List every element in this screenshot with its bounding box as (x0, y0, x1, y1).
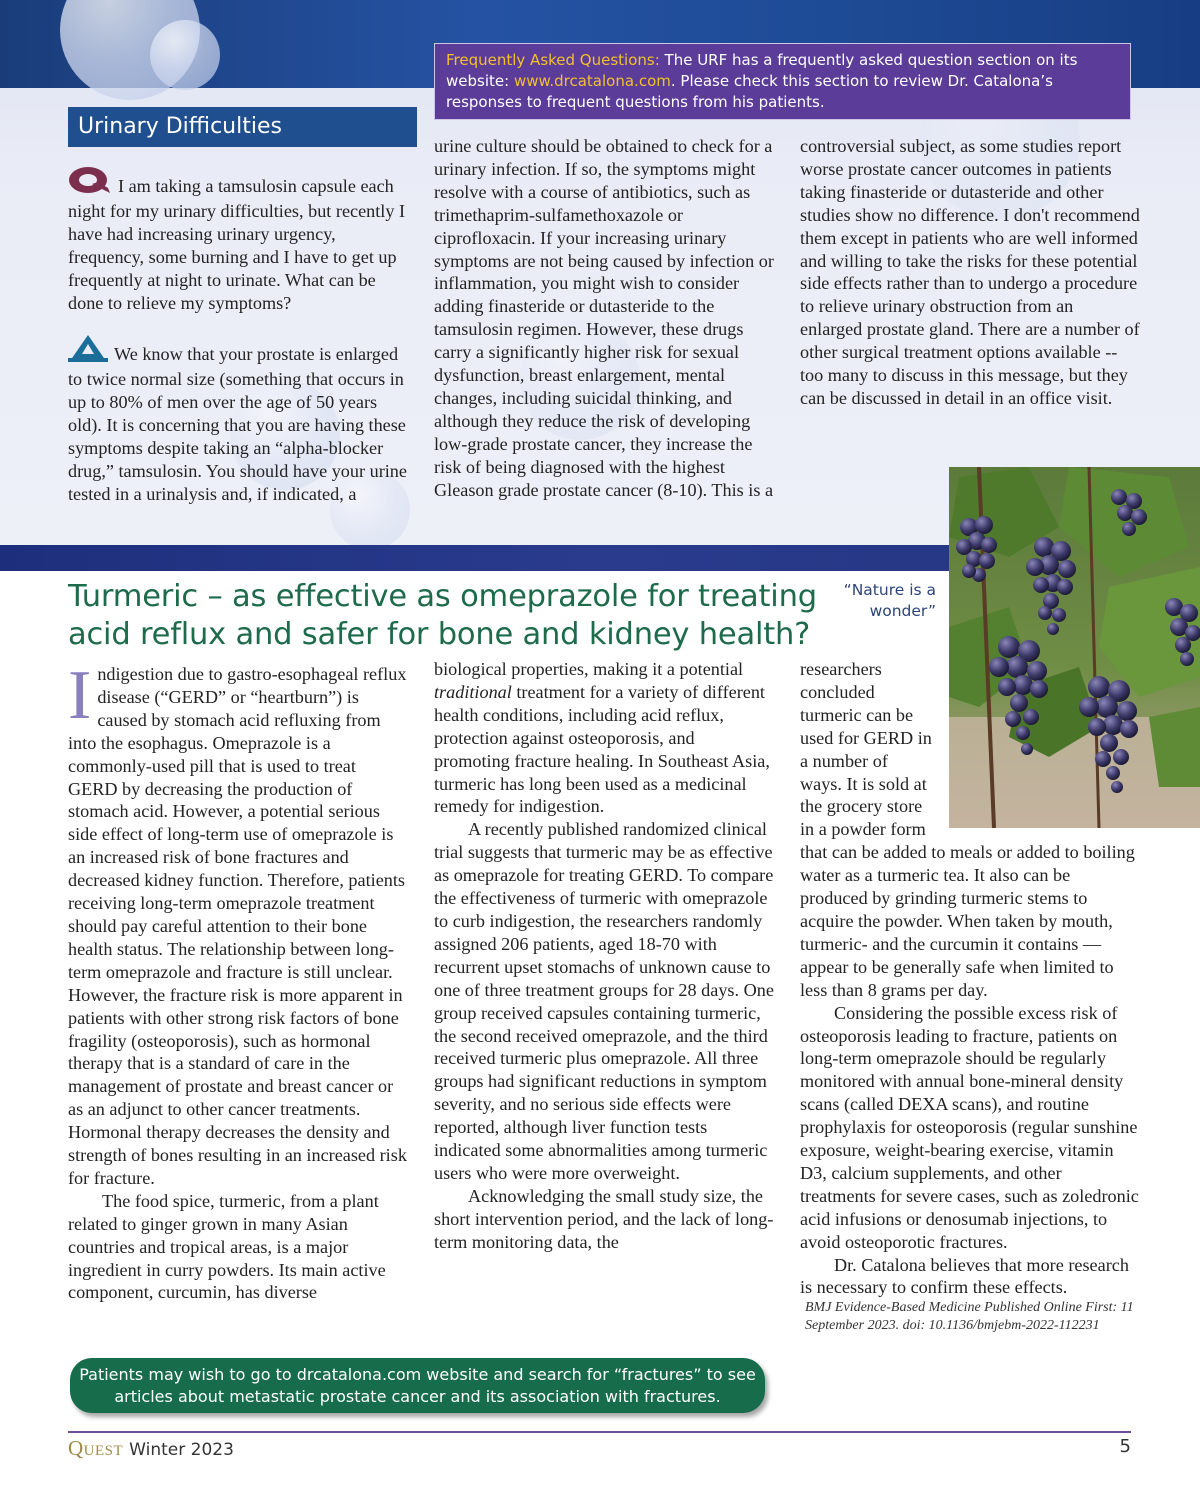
article-paragraph: Acknowledging the small study size, the short intervention period, and the lack of long-term monitoring data, the (434, 1185, 774, 1252)
article-paragraph: Dr. Catalona believes that more research is necessary to confirm these effects. (800, 1254, 1129, 1298)
article-paragraph (68, 657, 408, 1190)
urinary-column-2 (434, 135, 774, 502)
faq-text-after: . Please check this section to review Dr. Catalona’s responses to frequent questions from his patients. (446, 72, 1053, 111)
faq-notice-box (434, 43, 1131, 120)
answer-mark-letter: A (87, 354, 89, 356)
article-paragraph: The food spice, turmeric, from a plant related to ginger grown in many Asian countries and tropical areas, is a major ingredient in curry powders. Its main active component, curcumin, has diverse (68, 1190, 386, 1303)
article-paragraph: Considering the possible excess risk of osteoporosis leading to fracture, patients on long-term omeprazole should be regularly monitored with annual bone-mineral density scans (called DEXA scans), and routine prophylaxis for osteoporosis (regular sunshine exposure, weight-bearing exercise, vitamin D3, calcium supplements, and other treatments for severe cases, such as zoledronic acid infusions or denosumab injections, to avoid osteoporotic fractures. (800, 1002, 1139, 1252)
article-narrow-text (800, 658, 1140, 841)
drop-cap: I (68, 657, 92, 734)
article-narrow-line: the grocery store (800, 796, 923, 817)
article-paragraph (434, 658, 774, 818)
section-heading-urinary: Urinary Difficulties (68, 107, 417, 147)
footer-rule (68, 1431, 1131, 1433)
decorative-bubble (150, 20, 220, 90)
pull-quote: “Nature is a wonder” (843, 581, 936, 620)
article-column-3 (800, 658, 1140, 1335)
article-paragraph: A recently published randomized clinical trial suggests that turmeric may be as effective as omeprazole for treating GERD. To compare the effectiveness of turmeric with omeprazole to curb indigestion, the researchers randomly assigned 206 patients, aged 18-70 with recurrent upset stomachs of unknown cause to one of three treatment groups for 28 days. One group received capsules containing turmeric, the second received omeprazole, and the third received turmeric plus omeprazole. All three groups had significant reductions in symptom severity, and no serious side effects were reported, although liver function tests indicated some abnormalities among turmeric users who were more overweight. (434, 819, 774, 1183)
article-narrow-line: ways. It is sold at (800, 773, 927, 794)
article-column-2 (434, 658, 774, 1254)
urinary-column-3 (800, 135, 1140, 410)
faq-website-link[interactable]: www.drcatalona.com (513, 72, 671, 90)
answer-text-col3: controversial subject, as some studies report worse prostate cancer outcomes in patients taking finasteride or dutasteride and other studies show no difference. I don't recommend them except in patients who are well informed and willing to take the risks for these potential side effects rather than to undergo a procedure to relieve urinary obstruction from an enlarged prostate gland. There are a number of other surgical treatment options available -- too many to discuss in this message, but they can be discussed in detail in an office visit. (800, 136, 1140, 408)
article-narrow-line: used for GERD in (800, 727, 932, 748)
question-text: I am taking a tamsulosin capsule each night for my urinary difficulties, but recently I have had increasing urinary urgency, frequency, some burning and I have to get up frequently at night to urinate. What can be done to relieve my symptoms? (68, 176, 406, 313)
article-text: ndigestion due to gastro-esophageal reflux disease (“GERD” or “heartburn”) is caused by stomach acid refluxing from into the esophagus. Omeprazole is a commonly-used pill that is used to treat GERD by decreasing the production of stomach acid. However, a potential serious side effect of long-term use of omeprazole is an increased risk of bone fractures and decreased kidney function. Therefore, patients receiving long-term omeprazole treatment should pay careful attention to their bone health status. The relationship between long-term omeprazole and fracture is still unclear. However, the fracture risk is more apparent in patients with other strong risk factors of bone fragility (osteoporosis), such as hormonal therapy that is a standard of care in the management of prostate and breast cancer or as an adjunct to other cancer treatments. Hormonal therapy decreases the density and strength of bones resulting in an increased risk for fracture. (68, 664, 407, 1188)
article-text: biological properties, making it a potential (434, 659, 744, 679)
article-column-1 (68, 657, 408, 1304)
footer-masthead (68, 1436, 234, 1462)
article-narrow-line: concluded (800, 681, 875, 702)
article-emphasis: traditional (434, 681, 512, 702)
citation: BMJ Evidence-Based Medicine Published Online First: 11 September 2023. doi: 10.1136/bmjebm-2022-112231 (805, 1300, 1134, 1334)
answer-text-col2: urine culture should be obtained to check for a urinary infection. If so, the symptoms might resolve with a course of antibiotics, such as trimethaprim-sulfamethoxazole or ciprofloxacin. If your increasing urinary symptoms are not being caused by infection or inflammation, you might wish to consider adding finasteride or dutasteride to the tamsulosin regimen. However, these drugs carry a significantly higher risk for sexual dysfunction, breast enlargement, mental changes, including suicidal thinking, and although they reduce the risk of developing low-grade prostate cancer, they increase the risk of being diagnosed with the highest Gleason grade prostate cancer (8-10). This is a (434, 136, 774, 500)
article-narrow-line: researchers (800, 659, 882, 679)
fractures-callout: Patients may wish to go to drcatalona.com website and search for “fractures” to see articles about metastatic prostate cancer and its association with fractures. (70, 1358, 765, 1413)
answer-icon (68, 334, 108, 368)
answer-text-col1: We know that your prostate is enlarged to twice normal size (something that occurs in up to 80% of men over the age of 50 years old). It is concerning that you are having these symptoms despite taking an “alpha-blocker drug,” tamsulosin. You should have your urine tested in a urinalysis and, if indicated, a (68, 344, 407, 504)
question-icon (68, 166, 112, 200)
urinary-column-1 (68, 166, 408, 506)
footer-issue: Winter 2023 (129, 1440, 234, 1460)
page-number: 5 (1119, 1436, 1131, 1457)
article-paragraph: that can be added to meals or added to boiling water as a turmeric tea. It also can be produced by grinding turmeric stems to acquire the powder. When taken by mouth, turmeric- and the curcumin it contains — appear to be generally safe when limited to less than 8 grams per day. (800, 842, 1135, 1000)
faq-label: Frequently Asked Questions: (446, 51, 660, 69)
answer-paragraph (68, 334, 408, 505)
article-text: treatment for a variety of different health conditions, including acid reflux, protection against osteoporosis, and promoting fracture healing. In Southeast Asia, turmeric has long been used as a medicinal remedy for indigestion. (434, 681, 770, 817)
faq-text: The URF has a frequently asked question section on its website: (446, 51, 1078, 90)
question-paragraph (68, 166, 408, 314)
article-title: Turmeric – as effective as omeprazole for treating acid reflux and safer for bone and kidney health? (68, 579, 817, 652)
article-narrow-line: a number of (800, 750, 888, 771)
footer-brand: Quest (68, 1436, 124, 1460)
article-narrow-line: in a powder form (800, 819, 926, 840)
article-narrow-line: turmeric can be (800, 704, 914, 725)
question-mark-letter: Q (87, 185, 89, 186)
